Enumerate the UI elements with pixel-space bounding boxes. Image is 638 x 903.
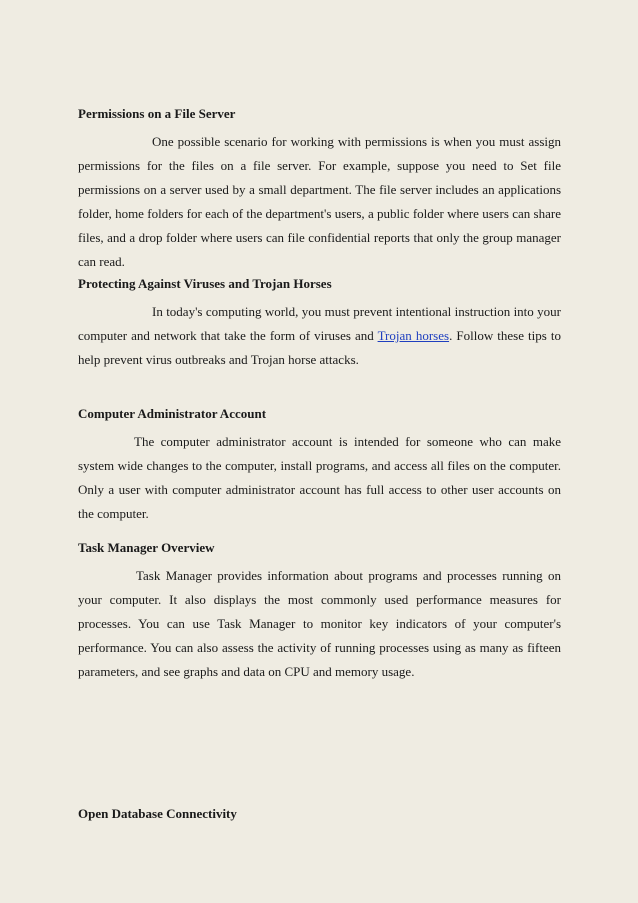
section-heading: Permissions on a File Server: [78, 106, 236, 121]
section-body: [78, 300, 561, 372]
section-body: Task Manager provides information about programs and processes running on your computer. It also displays the most commonly used performance measures for processes. You can use Task Manager to monitor key indicators of your computer's performance. You can also assess the activity of running processes using as many as fifteen parameters, and see graphs and data on CPU and memory usage.: [78, 568, 561, 679]
section-heading: Protecting Against Viruses and Trojan Horses: [78, 276, 332, 291]
section-viruses: [78, 276, 561, 372]
section-heading: Task Manager Overview: [78, 540, 215, 555]
body-text-after-link: . Follow these tips to help prevent virus outbreaks and Trojan horse attacks.: [78, 328, 562, 367]
section-body: One possible scenario for working with permissions is when you must assign permissions for the files on a file server. For example, suppose you need to Set file permissions on a server used by a small department. The file server includes an applications folder, home folders for each of the department's users, a public folder where users can share files, and a drop folder where users can file confidential reports that only the group manager can read.: [78, 134, 561, 269]
trojan-horses-link[interactable]: Trojan horses: [377, 328, 450, 343]
section-task-manager: [78, 540, 561, 684]
section-admin-account: [78, 406, 561, 526]
section-heading: Computer Administrator Account: [78, 406, 267, 421]
body-text-before-link: In today's computing world, you must prevent intentional instruction into your computer and network that take the form of viruses and: [78, 304, 561, 343]
section-odbc: [78, 806, 561, 822]
section-permissions: [78, 106, 561, 274]
section-body: The computer administrator account is intended for someone who can make system wide changes to the computer, install programs, and access all files on the computer. Only a user with computer administrator account has full access to other user accounts on the computer.: [78, 434, 561, 521]
section-heading: Open Database Connectivity: [78, 806, 237, 821]
